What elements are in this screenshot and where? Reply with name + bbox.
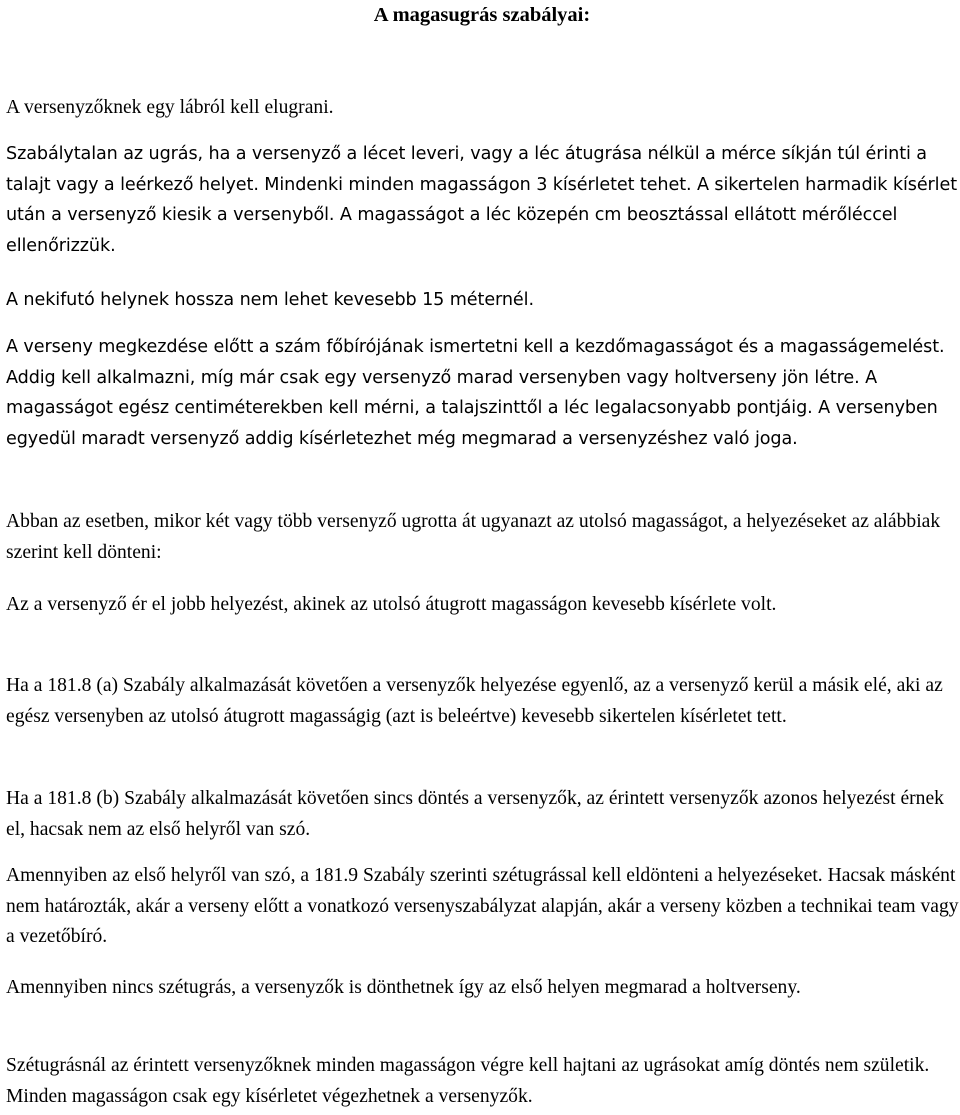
paragraph-11: Szétugrásnál az érintett versenyzőknek minden magasságon végre kell hajtani az ugrásokat amíg döntés nem születik. Minden magasságon csak egy kísérletet végezhetnek a versenyzők.	[6, 1055, 930, 1107]
paragraph-8: Ha a 181.8 (b) Szabály alkalmazását követően sincs döntés a versenyzők, az érintett versenyzők azonos helyezést érnek el, hacsak nem az első helyről van szó.	[6, 788, 944, 840]
paragraph-2: Szabálytalan az ugrás, ha a versenyző a lécet leveri, vagy a léc átugrása nélkül a mérce síkján túl érinti a talajt vagy a leérkező helyet. Mindenki minden magasságon 3 kísérletet tehet. A sikertelen harmadik kísérlet után a versenyző kiesik a versenyből. A magasságot a léc közepén cm beosztással ellátott mérőléccel ellenőrizzük.	[6, 144, 957, 256]
paragraph-3: A nekifutó helynek hossza nem lehet kevesebb 15 méternél.	[6, 290, 534, 310]
document-title: A magasugrás szabályai:	[373, 4, 591, 26]
paragraph-1: A versenyzőknek egy lábról kell elugrani.	[6, 97, 334, 118]
paragraph-5: Abban az esetben, mikor két vagy több versenyző ugrotta át ugyanazt az utolsó magasságot, a helyezéseket az alábbiak szerint kell dönteni:	[6, 511, 941, 563]
paragraph-6: Az a versenyző ér el jobb helyezést, akinek az utolsó átugrott magasságon kevesebb kísérlete volt.	[6, 594, 777, 615]
paragraph-10: Amennyiben nincs szétugrás, a versenyzők is dönthetnek így az első helyen megmarad a holtverseny.	[6, 977, 801, 998]
paragraph-7: Ha a 181.8 (a) Szabály alkalmazását követően a versenyzők helyezése egyenlő, az a versenyző kerül a másik elé, aki az egész versenyben az utolsó átugrott magasságig (azt is beleértve) kevesebb sikertelen kísérletet tett.	[6, 675, 943, 727]
paragraph-9: Amennyiben az első helyről van szó, a 181.9 Szabály szerinti szétugrással kell eldönteni a helyezéseket. Hacsak másként nem határozták, akár a verseny előtt a vonatkozó versenyszabályzat alapján, akár a verseny közben a technikai team vagy a vezetőbíró.	[6, 865, 959, 947]
paragraph-4: A verseny megkezdése előtt a szám főbírójának ismertetni kell a kezdőmagasságot és a magasságemelést. Addig kell alkalmazni, míg már csak egy versenyző marad versenyben vagy holtverseny jön létre. A magasságot egész centiméterekben kell mérni, a talajszinttől a léc legalacsonyabb pontjáig. A versenyben egyedül maradt versenyző addig kísérletezhet még megmarad a versenyzéshez való joga.	[6, 337, 945, 449]
